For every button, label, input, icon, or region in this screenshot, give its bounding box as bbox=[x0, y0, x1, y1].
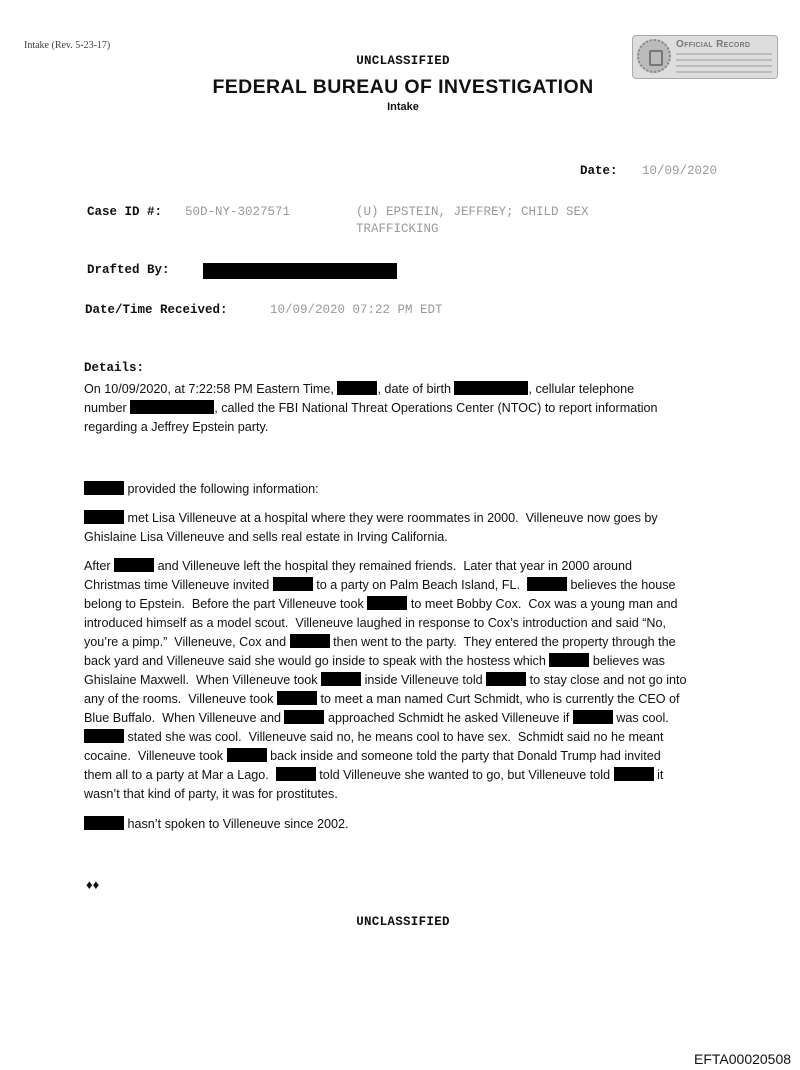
form-type: Intake bbox=[387, 101, 419, 113]
text-segment: told Villeneuve she wanted to go, but Villeneuve told bbox=[315, 768, 614, 782]
text-segment: approached Schmidt he asked Villeneuve if bbox=[324, 711, 573, 725]
redaction-box bbox=[337, 381, 377, 395]
text-segment: stated she was cool. Villeneuve said no, he means cool to have sex. Schmidt said no he meant bbox=[124, 730, 664, 744]
text-line bbox=[84, 528, 658, 547]
case-title-line1: (U) EPSTEIN, JEFFREY; CHILD SEX bbox=[356, 205, 589, 219]
text-segment: introduced himself as a model scout. Villeneuve laughed in response to Cox’s introduction and said “No, bbox=[84, 616, 666, 630]
details-label: Details: bbox=[84, 361, 145, 375]
redaction-box bbox=[84, 729, 124, 743]
redaction-box bbox=[273, 577, 313, 591]
text-line bbox=[84, 509, 658, 528]
text-line bbox=[84, 418, 658, 437]
fbi-seal-icon bbox=[637, 39, 671, 73]
text-segment: provided the following information: bbox=[124, 482, 319, 496]
text-segment: , called the FBI National Threat Operations Center (NTOC) to report information bbox=[214, 401, 658, 415]
text-segment: Blue Buffalo. When Villeneuve and bbox=[84, 711, 285, 725]
redaction-box bbox=[614, 767, 654, 781]
redaction-box bbox=[276, 767, 316, 781]
form-revision: Intake (Rev. 5-23-17) bbox=[24, 40, 111, 51]
official-record-stamp bbox=[632, 35, 778, 79]
redaction-box bbox=[84, 510, 124, 524]
text-segment: any of the rooms. Villeneuve took bbox=[84, 692, 277, 706]
text-segment: hasn’t spoken to Villeneuve since 2002. bbox=[124, 817, 349, 831]
drafted-by-label: Drafted By: bbox=[87, 263, 170, 277]
redaction-box bbox=[84, 481, 124, 495]
text-segment: believes was bbox=[589, 654, 665, 668]
text-line bbox=[84, 652, 687, 671]
text-segment: it bbox=[653, 768, 664, 782]
text-segment: to meet Bobby Cox. Cox was a young man and bbox=[407, 597, 678, 611]
text-line bbox=[84, 633, 687, 652]
end-marker: ♦♦ bbox=[86, 877, 100, 892]
text-line bbox=[84, 728, 687, 747]
text-segment: number bbox=[84, 401, 131, 415]
case-title-line2: TRAFFICKING bbox=[356, 222, 439, 236]
text-segment: Christmas time Villeneuve invited bbox=[84, 578, 273, 592]
text-segment: then went to the party. They entered the property through the bbox=[329, 635, 676, 649]
text-line bbox=[84, 747, 687, 766]
redaction-box bbox=[227, 748, 267, 762]
text-segment: inside Villeneuve told bbox=[361, 673, 487, 687]
text-segment: Ghislaine Maxwell. When Villeneuve took bbox=[84, 673, 322, 687]
redaction-box bbox=[486, 672, 526, 686]
text-line bbox=[84, 399, 658, 418]
text-line bbox=[84, 576, 687, 595]
text-segment: was cool. bbox=[612, 711, 669, 725]
paragraph bbox=[84, 509, 658, 547]
redaction-box bbox=[290, 634, 330, 648]
redaction-box bbox=[284, 710, 324, 724]
text-line bbox=[84, 380, 658, 399]
text-line bbox=[84, 671, 687, 690]
text-segment: , cellular telephone bbox=[528, 382, 635, 396]
text-segment: belong to Epstein. Before the part Villeneuve took bbox=[84, 597, 368, 611]
classification-header: UNCLASSIFIED bbox=[356, 54, 450, 68]
text-segment: After bbox=[84, 559, 115, 573]
text-segment: On 10/09/2020, at 7:22:58 PM Eastern Time, bbox=[84, 382, 338, 396]
text-segment: and Villeneuve left the hospital they remained friends. Later that year in 2000 around bbox=[154, 559, 633, 573]
case-id-value: 50D-NY-3027571 bbox=[185, 205, 291, 219]
text-segment: to stay close and not go into bbox=[526, 673, 687, 687]
classification-footer: UNCLASSIFIED bbox=[356, 915, 450, 929]
text-segment: wasn’t that kind of party, it was for prostitutes. bbox=[84, 787, 338, 801]
text-segment: met Lisa Villeneuve at a hospital where they were roommates in 2000. Villeneuve now goes by bbox=[124, 511, 658, 525]
text-segment: them all to a party at Mar a Lago. bbox=[84, 768, 276, 782]
redaction-box bbox=[367, 596, 407, 610]
text-segment: , date of birth bbox=[377, 382, 455, 396]
text-segment: back inside and someone told the party that Donald Trump had invited bbox=[266, 749, 661, 763]
text-segment: to a party on Palm Beach Island, FL. bbox=[312, 578, 527, 592]
date-value: 10/09/2020 bbox=[642, 164, 718, 178]
paragraph bbox=[84, 557, 687, 804]
paragraph bbox=[84, 380, 658, 437]
redaction-box bbox=[277, 691, 317, 705]
redaction-box bbox=[527, 577, 567, 591]
paragraph bbox=[84, 480, 319, 499]
text-line bbox=[84, 614, 687, 633]
text-line bbox=[84, 815, 349, 834]
text-segment: regarding a Jeffrey Epstein party. bbox=[84, 420, 269, 434]
redaction-box bbox=[549, 653, 589, 667]
text-line bbox=[84, 785, 687, 804]
text-segment: you’re a pimp.” Villeneuve, Cox and bbox=[84, 635, 290, 649]
text-segment: to meet a man named Curt Schmidt, who is currently the CEO of bbox=[316, 692, 680, 706]
redaction-box bbox=[114, 558, 154, 572]
text-segment: cocaine. Villeneuve took bbox=[84, 749, 227, 763]
redaction-box bbox=[84, 816, 124, 830]
case-id-label: Case ID #: bbox=[87, 205, 163, 219]
stamp-title: Official Record bbox=[676, 39, 751, 50]
text-segment: believes the house bbox=[566, 578, 676, 592]
text-line bbox=[84, 595, 687, 614]
redaction-box bbox=[321, 672, 361, 686]
redaction-box bbox=[454, 381, 528, 395]
text-line bbox=[84, 690, 687, 709]
agency-title: FEDERAL BUREAU OF INVESTIGATION bbox=[212, 76, 594, 98]
date-label: Date: bbox=[580, 164, 618, 178]
redaction-box bbox=[203, 263, 397, 279]
received-value: 10/09/2020 07:22 PM EDT bbox=[270, 303, 443, 317]
text-segment: back yard and Villeneuve said she would go inside to speak with the hostess which bbox=[84, 654, 550, 668]
bates-number: EFTA00020508 bbox=[694, 1051, 792, 1067]
text-line bbox=[84, 480, 319, 499]
redaction-box bbox=[573, 710, 613, 724]
received-label: Date/Time Received: bbox=[85, 303, 228, 317]
redaction-box bbox=[130, 400, 214, 414]
text-segment: Ghislaine Lisa Villeneuve and sells real estate in Irving California. bbox=[84, 530, 448, 544]
text-line bbox=[84, 557, 687, 576]
stamp-fine-print bbox=[676, 53, 772, 77]
text-line bbox=[84, 766, 687, 785]
paragraph bbox=[84, 815, 349, 834]
text-line bbox=[84, 709, 687, 728]
